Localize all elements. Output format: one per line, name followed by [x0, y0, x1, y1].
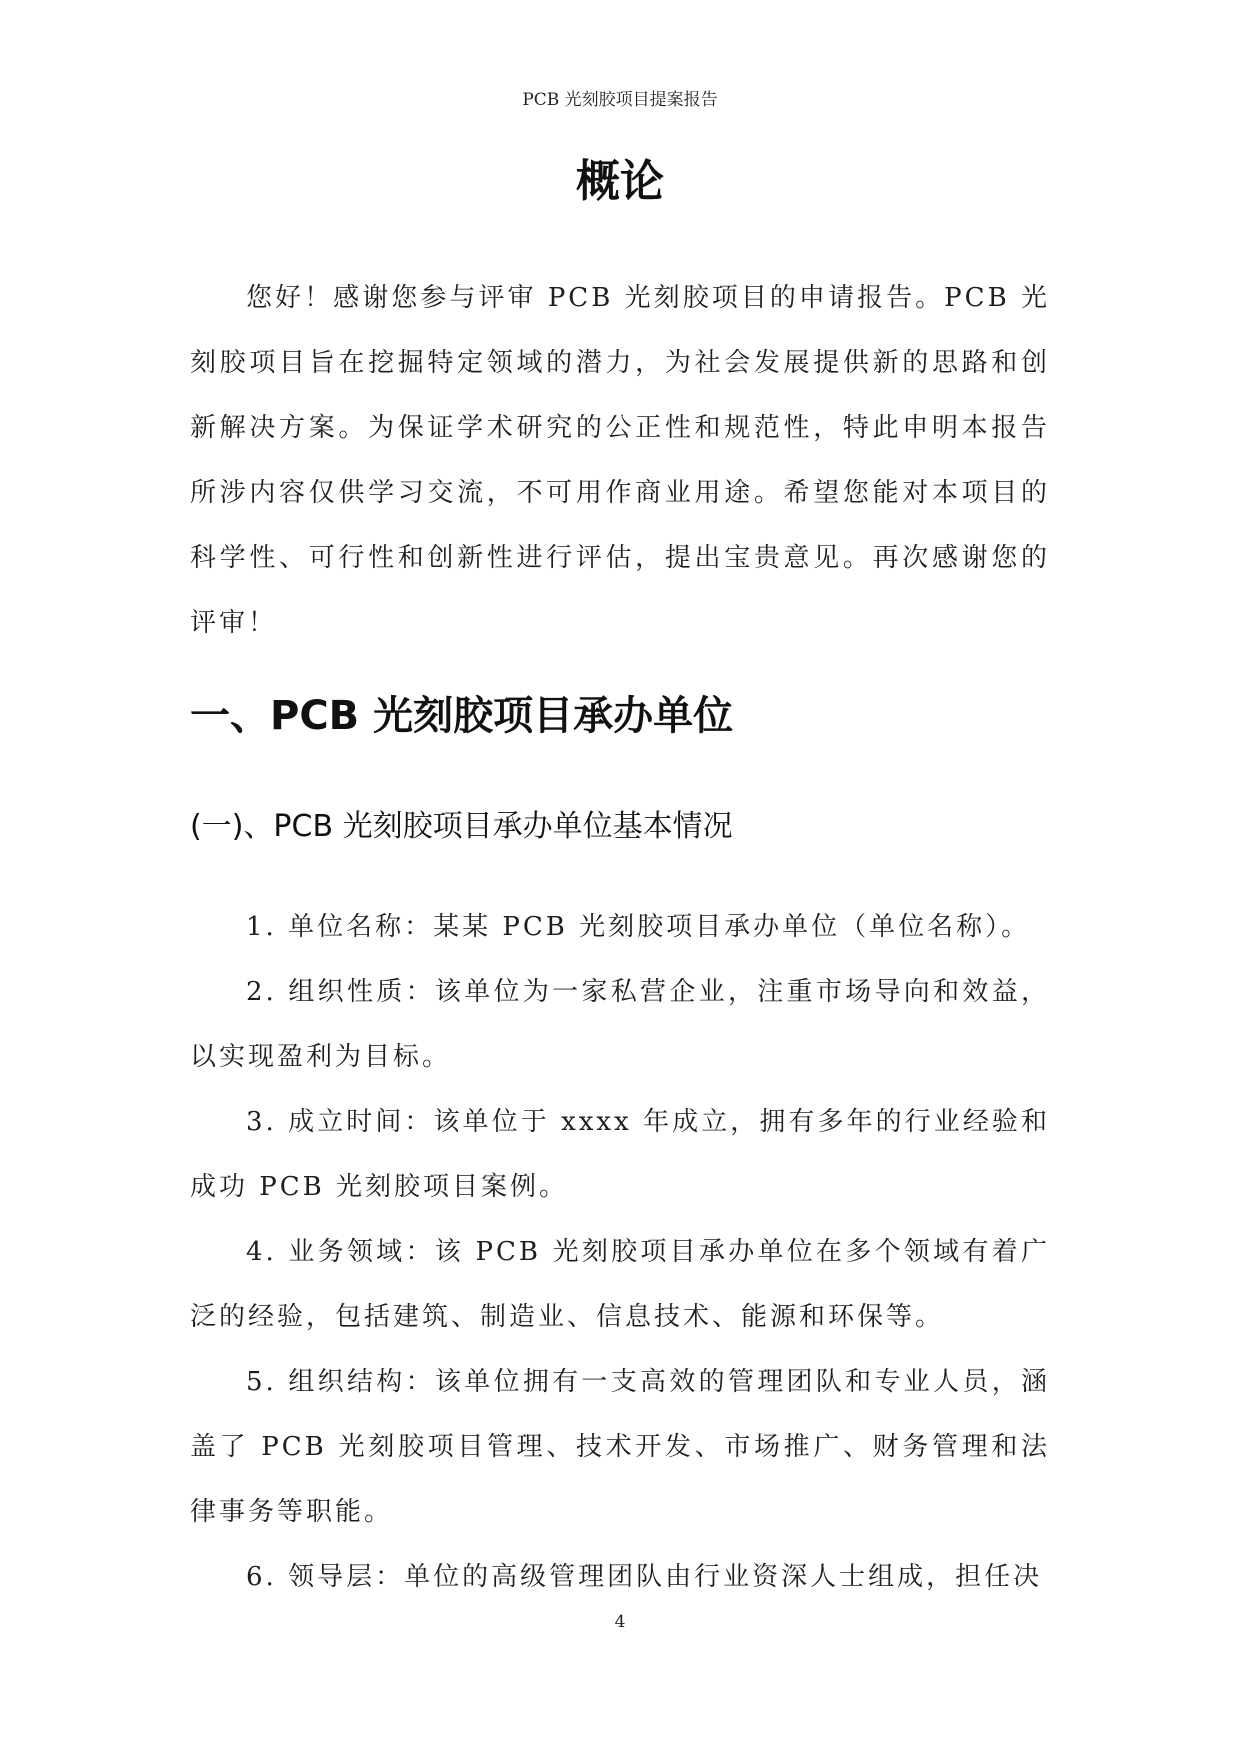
list-item: 6. 领导层：单位的高级管理团队由行业资深人士组成，担任决 [246, 1562, 1043, 1592]
running-header: PCB 光刻胶项目提案报告 [522, 90, 718, 110]
chapter-title: 概论 [576, 156, 664, 207]
list-item: 4. 业务领域：该 PCB 光刻胶项目承办单位在多个领域有着广泛的经验，包括建筑、制造业、信息技术、能源和环保等。 [190, 1237, 1050, 1332]
list-item: 5. 组织结构：该单位拥有一支高效的管理团队和专业人员，涵盖了 PCB 光刻胶项目管理、技术开发、市场推广、财务管理和法律事务等职能。 [190, 1367, 1050, 1527]
subsection-heading: (一)、PCB 光刻胶项目承办单位基本情况 [190, 809, 733, 844]
list-item: 3. 成立时间：该单位于 xxxx 年成立，拥有多年的行业经验和成功 PCB 光刻胶项目案例。 [190, 1107, 1050, 1202]
list-item: 1. 单位名称：某某 PCB 光刻胶项目承办单位（单位名称）。 [246, 912, 1031, 942]
list-item: 2. 组织性质：该单位为一家私营企业，注重市场导向和效益，以实现盈利为目标。 [190, 977, 1050, 1072]
item-list [190, 895, 1050, 1610]
section-heading: 一、PCB 光刻胶项目承办单位 [190, 693, 734, 739]
page-number: 4 [614, 1612, 626, 1632]
intro-paragraph: 您好！感谢您参与评审 PCB 光刻胶项目的申请报告。PCB 光刻胶项目旨在挖掘特定领域的潜力，为社会发展提供新的思路和创新解决方案。为保证学术研究的公正性和规范性，特此申明本报告所涉内容仅供学习交流，不可用作商业用途。希望您能对本项目的科学性、可行性和创新性进行评估，提出宝贵意见。再次感谢您的评审！ [190, 283, 1050, 638]
